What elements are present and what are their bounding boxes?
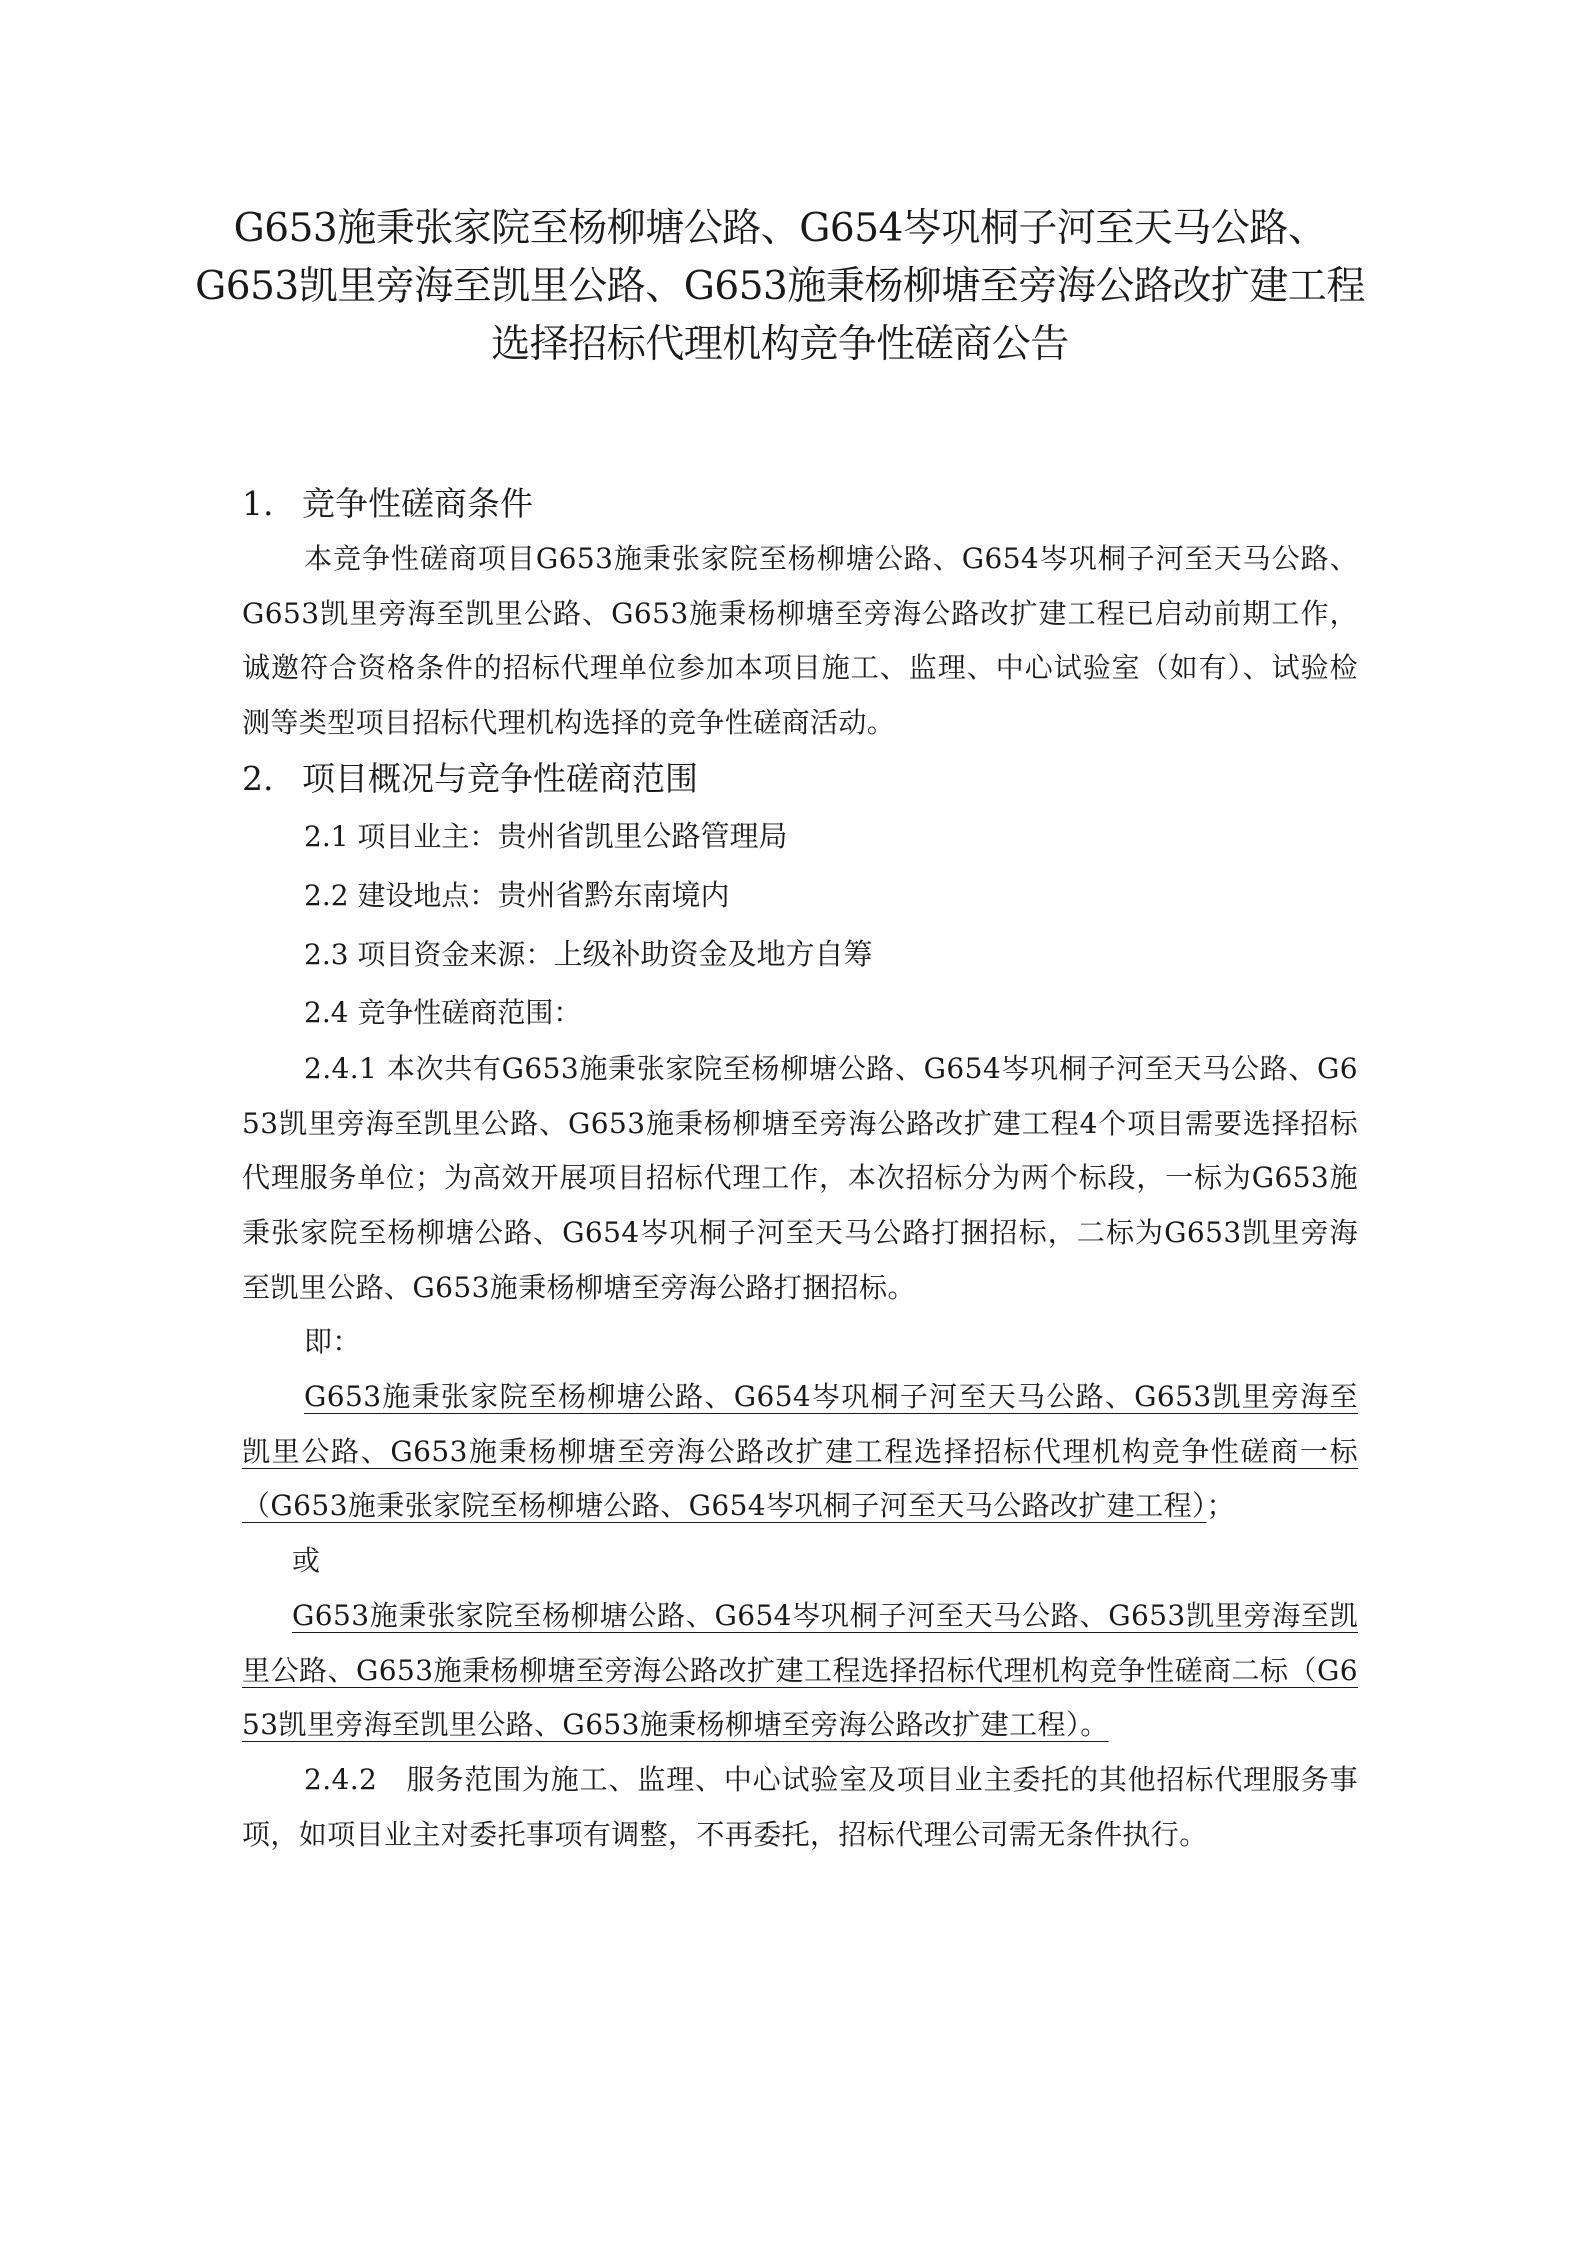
section-1-heading [242,476,1358,532]
item-2-1-label: 2.1 项目业主： [304,819,498,853]
item-2-2-label: 2.2 建设地点： [304,878,498,912]
title-line-3: 选择招标代理机构竞争性磋商公告 [491,322,1069,367]
section-2-title: 项目概况与竞争性磋商范围 [302,758,698,798]
paragraph-2-4-1: 2.4.1 本次共有G653施秉张家院至杨柳塘公路、G654岑巩桐子河至天马公路、G653凯里旁海至凯里公路、G653施秉杨柳塘至旁海公路改扩建工程4个项目需要选择招标代理服务单位；为高效开展项目招标代理工作，本次招标分为两个标段，一标为G653施秉张家院至杨柳塘公路、G654岑巩桐子河至天马公路打捆招标，二标为G653凯里旁海至凯里公路、G653施秉杨柳塘至旁海公路打捆招标。 [242,1051,1358,1304]
lot-1-tail: ； [1206,1489,1235,1523]
lot-2-paragraph [242,1589,1358,1753]
lot-2-text: G653施秉张家院至杨柳塘公路、G654岑巩桐子河至天马公路、G653凯里旁海至凯里公路、G653施秉杨柳塘至旁海公路改扩建工程选择招标代理机构竞争性磋商二标（G653凯里旁海至凯里公路、G653施秉杨柳塘至旁海公路改扩建工程）。 [242,1598,1358,1742]
item-2-4-label: 2.4 竞争性磋商范围： [304,995,582,1029]
item-2-3-value: 上级补助资金及地方自筹 [553,936,873,971]
title-line-1: G653施秉张家院至杨柳塘公路、G654岑巩桐子河至天马公路、 [233,206,1327,251]
lot-1-text: G653施秉张家院至杨柳塘公路、G654岑巩桐子河至天马公路、G653凯里旁海至凯里公路、G653施秉杨柳塘至旁海公路改扩建工程选择招标代理机构竞争性磋商一标（G653施秉张家院至杨柳塘公路、G654岑巩桐子河至天马公路改扩建工程） [242,1380,1358,1523]
section-1-paragraph: 本竞争性磋商项目G653施秉张家院至杨柳塘公路、G654岑巩桐子河至天马公路、G653凯里旁海至凯里公路、G653施秉杨柳塘至旁海公路改扩建工程已启动前期工作，诚邀符合资格条件的招标代理单位参加本项目施工、监理、中心试验室（如有）、试验检测等类型项目招标代理机构选择的竞争性磋商活动。 [242,542,1358,740]
item-2-2-value: 贵州省黔东南境内 [497,877,730,912]
lot-1-paragraph [242,1370,1358,1534]
huo-label: 或 [292,1544,321,1578]
section-2-number: 2. [242,758,274,798]
item-2-1-value: 贵州省凯里公路管理局 [497,818,788,853]
item-2-2 [242,866,1358,925]
document-body [242,476,1358,1862]
section-1-number: 1. [242,484,274,523]
item-2-3-label: 2.3 项目资金来源： [304,937,554,971]
section-1-title: 竞争性磋商条件 [302,484,533,523]
ji-label: 即： [304,1325,361,1359]
paragraph-2-4-2: 2.4.2 服务范围为施工、监理、中心试验室及项目业主委托的其他招标代理服务事项，如项目业主对委托事项有调整，不再委托，招标代理公司需无条件执行。 [242,1762,1358,1851]
item-2-4 [242,984,1358,1042]
item-2-3 [242,925,1358,984]
item-2-1 [242,807,1358,866]
title-line-2: G653凯里旁海至凯里公路、G653施秉杨柳塘至旁海公路改扩建工程 [195,264,1365,309]
document-title [160,200,1400,374]
section-2-heading [242,751,1358,807]
